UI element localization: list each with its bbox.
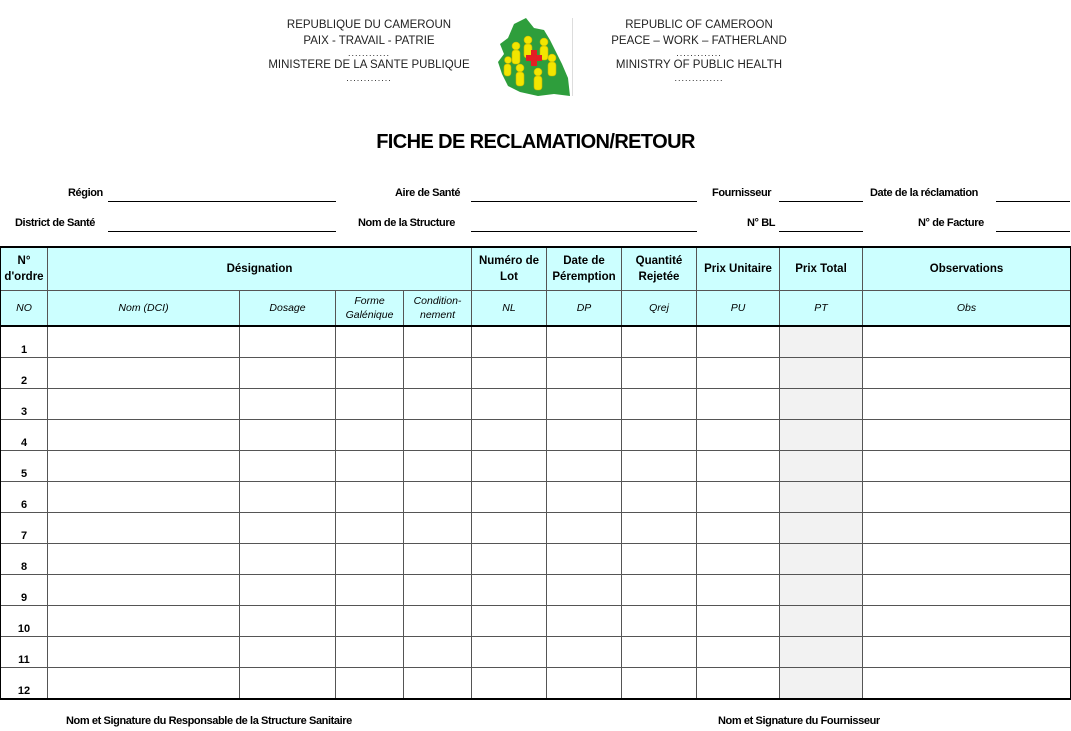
row-number: 12 (1, 668, 48, 699)
cell-nom-dci[interactable] (48, 451, 240, 482)
cell-dosage[interactable] (240, 668, 336, 699)
cell-dp[interactable] (547, 420, 622, 451)
table-row (1, 358, 1071, 389)
cell-forme[interactable] (336, 606, 404, 637)
cell-nom-dci[interactable] (48, 606, 240, 637)
cell-qrej[interactable] (622, 606, 697, 637)
cell-obs[interactable] (863, 544, 1071, 575)
cell-forme[interactable] (336, 420, 404, 451)
cell-qrej[interactable] (622, 482, 697, 513)
cell-pu[interactable] (697, 637, 780, 668)
col-observations-header: Observations (863, 248, 1071, 291)
aire-sante-field[interactable] (471, 201, 697, 202)
no-facture-label: N° de Facture (918, 217, 984, 229)
subheader-nom-dci: Nom (DCI) (48, 291, 240, 327)
cell-nom-dci[interactable] (48, 668, 240, 699)
table-header-row (1, 248, 1071, 291)
cell-pt[interactable] (780, 637, 863, 668)
cell-nl[interactable] (472, 451, 547, 482)
cell-dp[interactable] (547, 482, 622, 513)
cell-pu[interactable] (697, 606, 780, 637)
cell-dp[interactable] (547, 326, 622, 358)
date-reclamation-field[interactable] (996, 201, 1070, 202)
cell-dp[interactable] (547, 389, 622, 420)
col-prix-unitaire-header: Prix Unitaire (697, 248, 780, 291)
table-row (1, 389, 1071, 420)
cell-conditionnement[interactable] (404, 358, 472, 389)
cell-qrej[interactable] (622, 358, 697, 389)
cell-pu[interactable] (697, 544, 780, 575)
cell-nl[interactable] (472, 389, 547, 420)
row-number: 3 (1, 389, 48, 420)
cell-pt[interactable] (780, 544, 863, 575)
table-row (1, 606, 1071, 637)
cell-nl[interactable] (472, 637, 547, 668)
cell-conditionnement[interactable] (404, 513, 472, 544)
nom-structure-label: Nom de la Structure (358, 217, 455, 229)
cell-pt[interactable] (780, 668, 863, 699)
cell-pu[interactable] (697, 389, 780, 420)
cell-dosage[interactable] (240, 575, 336, 606)
cell-conditionnement[interactable] (404, 606, 472, 637)
row-number: 9 (1, 575, 48, 606)
cell-conditionnement[interactable] (404, 420, 472, 451)
cell-forme[interactable] (336, 326, 404, 358)
table-subheader-row (1, 291, 1071, 327)
no-bl-label: N° BL (747, 217, 776, 229)
table-row (1, 668, 1071, 699)
cell-pt[interactable] (780, 420, 863, 451)
table-row (1, 451, 1071, 482)
cell-forme[interactable] (336, 482, 404, 513)
cell-nom-dci[interactable] (48, 420, 240, 451)
cell-nl[interactable] (472, 575, 547, 606)
cell-pu[interactable] (697, 513, 780, 544)
row-number: 2 (1, 358, 48, 389)
cell-obs[interactable] (863, 637, 1071, 668)
cell-nl[interactable] (472, 606, 547, 637)
district-sante-label: District de Santé (15, 217, 96, 229)
cell-dosage[interactable] (240, 451, 336, 482)
cell-obs[interactable] (863, 326, 1071, 358)
cell-forme[interactable] (336, 637, 404, 668)
subheader-qrej: Qrej (622, 291, 697, 327)
cell-nl[interactable] (472, 358, 547, 389)
cell-dosage[interactable] (240, 389, 336, 420)
cell-conditionnement[interactable] (404, 575, 472, 606)
motto-fr: PAIX - TRAVAIL - PATRIE (303, 34, 435, 47)
cell-dosage[interactable] (240, 513, 336, 544)
subheader-obs: Obs (863, 291, 1071, 327)
country-name-en: REPUBLIC OF CAMEROON (625, 19, 773, 31)
cell-obs[interactable] (863, 482, 1071, 513)
col-date-peremption-header: Date de Péremption (547, 248, 622, 291)
cell-obs[interactable] (863, 389, 1071, 420)
row-number: 4 (1, 420, 48, 451)
cell-forme[interactable] (336, 575, 404, 606)
cell-conditionnement[interactable] (404, 389, 472, 420)
ministry-name-en: MINISTRY OF PUBLIC HEALTH (615, 59, 783, 71)
col-no-ordre-header: N° d'ordre (1, 248, 48, 291)
cell-conditionnement[interactable] (404, 668, 472, 699)
cell-nl[interactable] (472, 482, 547, 513)
cell-pt[interactable] (780, 575, 863, 606)
cell-nom-dci[interactable] (48, 358, 240, 389)
cell-pu[interactable] (697, 451, 780, 482)
row-number: 10 (1, 606, 48, 637)
nom-structure-field[interactable] (471, 231, 697, 232)
cell-nl[interactable] (472, 668, 547, 699)
cell-pt[interactable] (780, 326, 863, 358)
cell-nom-dci[interactable] (48, 513, 240, 544)
table-row (1, 326, 1071, 358)
row-number: 7 (1, 513, 48, 544)
cell-nom-dci[interactable] (48, 575, 240, 606)
cell-pu[interactable] (697, 575, 780, 606)
header-right-block (598, 18, 800, 83)
cell-nl[interactable] (472, 513, 547, 544)
subheader-dp: DP (547, 291, 622, 327)
cell-obs[interactable] (863, 513, 1071, 544)
cell-qrej[interactable] (622, 451, 697, 482)
table-row (1, 482, 1071, 513)
cell-dp[interactable] (547, 358, 622, 389)
subheader-dosage: Dosage (240, 291, 336, 327)
cell-obs[interactable] (863, 668, 1071, 699)
cell-forme[interactable] (336, 668, 404, 699)
cell-forme[interactable] (336, 358, 404, 389)
subheader-nl: NL (472, 291, 547, 327)
fournisseur-field[interactable] (779, 201, 863, 202)
cell-qrej[interactable] (622, 326, 697, 358)
no-bl-field[interactable] (779, 231, 863, 232)
separator-dots: ............. (676, 48, 722, 58)
cell-qrej[interactable] (622, 637, 697, 668)
separator-dots: .............. (674, 72, 724, 83)
cell-conditionnement[interactable] (404, 326, 472, 358)
no-facture-field[interactable] (996, 231, 1070, 232)
separator-dots: ............. (346, 72, 392, 83)
cell-dosage[interactable] (240, 637, 336, 668)
cell-pt[interactable] (780, 389, 863, 420)
cell-dp[interactable] (547, 606, 622, 637)
signature-responsable-label: Nom et Signature du Responsable de la Structure Sanitaire (66, 715, 352, 727)
cell-qrej[interactable] (622, 513, 697, 544)
col-prix-total-header: Prix Total (780, 248, 863, 291)
cell-pu[interactable] (697, 668, 780, 699)
cell-obs[interactable] (863, 358, 1071, 389)
cell-nl[interactable] (472, 420, 547, 451)
cell-conditionnement[interactable] (404, 482, 472, 513)
cell-obs[interactable] (863, 575, 1071, 606)
cell-dosage[interactable] (240, 358, 336, 389)
cell-pt[interactable] (780, 482, 863, 513)
cell-conditionnement[interactable] (404, 637, 472, 668)
row-number: 11 (1, 637, 48, 668)
subheader-forme: Forme Galénique (336, 291, 404, 327)
subheader-pu: PU (697, 291, 780, 327)
table-row (1, 575, 1071, 606)
cell-conditionnement[interactable] (404, 451, 472, 482)
cell-pt[interactable] (780, 451, 863, 482)
reclamation-table (0, 247, 1071, 699)
cell-dp[interactable] (547, 668, 622, 699)
cell-pt[interactable] (780, 358, 863, 389)
fournisseur-label: Fournisseur (712, 187, 772, 199)
cell-dp[interactable] (547, 513, 622, 544)
cell-obs[interactable] (863, 420, 1071, 451)
cell-nom-dci[interactable] (48, 637, 240, 668)
cell-qrej[interactable] (622, 544, 697, 575)
signature-fournisseur-label: Nom et Signature du Fournisseur (718, 715, 880, 727)
col-numero-lot-header: Numéro de Lot (472, 248, 547, 291)
cell-nom-dci[interactable] (48, 389, 240, 420)
cell-nl[interactable] (472, 544, 547, 575)
cell-dp[interactable] (547, 451, 622, 482)
cell-conditionnement[interactable] (404, 544, 472, 575)
cell-dosage[interactable] (240, 482, 336, 513)
cell-nom-dci[interactable] (48, 482, 240, 513)
cell-pu[interactable] (697, 420, 780, 451)
header-left-block (262, 18, 476, 83)
separator-dots: ............ (347, 48, 390, 58)
header-divider (572, 18, 573, 96)
date-reclamation-label: Date de la réclamation (870, 187, 978, 199)
region-field[interactable] (108, 201, 336, 202)
row-number: 1 (1, 326, 48, 358)
cell-dosage[interactable] (240, 326, 336, 358)
cell-pu[interactable] (697, 326, 780, 358)
region-label: Région (68, 187, 103, 199)
cell-dosage[interactable] (240, 544, 336, 575)
cell-obs[interactable] (863, 451, 1071, 482)
cell-nom-dci[interactable] (48, 326, 240, 358)
cell-pt[interactable] (780, 606, 863, 637)
cell-qrej[interactable] (622, 668, 697, 699)
cell-pu[interactable] (697, 482, 780, 513)
table-row (1, 513, 1071, 544)
country-name-fr: REPUBLIQUE DU CAMEROUN (286, 19, 452, 31)
district-sante-field[interactable] (108, 231, 336, 232)
table-row (1, 637, 1071, 668)
cell-dp[interactable] (547, 637, 622, 668)
col-quantite-rejetee-header: Quantité Rejetée (622, 248, 697, 291)
cell-dosage[interactable] (240, 606, 336, 637)
cell-forme[interactable] (336, 513, 404, 544)
cell-obs[interactable] (863, 606, 1071, 637)
subheader-pt: PT (780, 291, 863, 327)
motto-en: PEACE – WORK – FATHERLAND (611, 34, 787, 47)
cell-qrej[interactable] (622, 420, 697, 451)
cell-pt[interactable] (780, 513, 863, 544)
cell-dp[interactable] (547, 575, 622, 606)
cell-forme[interactable] (336, 544, 404, 575)
table-row (1, 420, 1071, 451)
col-designation-header: Désignation (48, 248, 472, 291)
row-number: 6 (1, 482, 48, 513)
row-number: 5 (1, 451, 48, 482)
aire-sante-label: Aire de Santé (395, 187, 461, 199)
table-row (1, 544, 1071, 575)
cell-dosage[interactable] (240, 420, 336, 451)
table-body (1, 326, 1071, 699)
page-title: FICHE DE RECLAMATION/RETOUR (376, 131, 695, 153)
cell-qrej[interactable] (622, 575, 697, 606)
cell-dp[interactable] (547, 544, 622, 575)
cell-forme[interactable] (336, 451, 404, 482)
ministry-name-fr: MINISTERE DE LA SANTE PUBLIQUE (268, 59, 470, 71)
cell-nom-dci[interactable] (48, 544, 240, 575)
cell-nl[interactable] (472, 326, 547, 358)
cell-pu[interactable] (697, 358, 780, 389)
cell-qrej[interactable] (622, 389, 697, 420)
subheader-conditionnement: Condition-nement (404, 291, 472, 327)
cell-forme[interactable] (336, 389, 404, 420)
subheader-no: NO (1, 291, 48, 327)
row-number: 8 (1, 544, 48, 575)
ministry-health-emblem-icon (494, 16, 574, 98)
